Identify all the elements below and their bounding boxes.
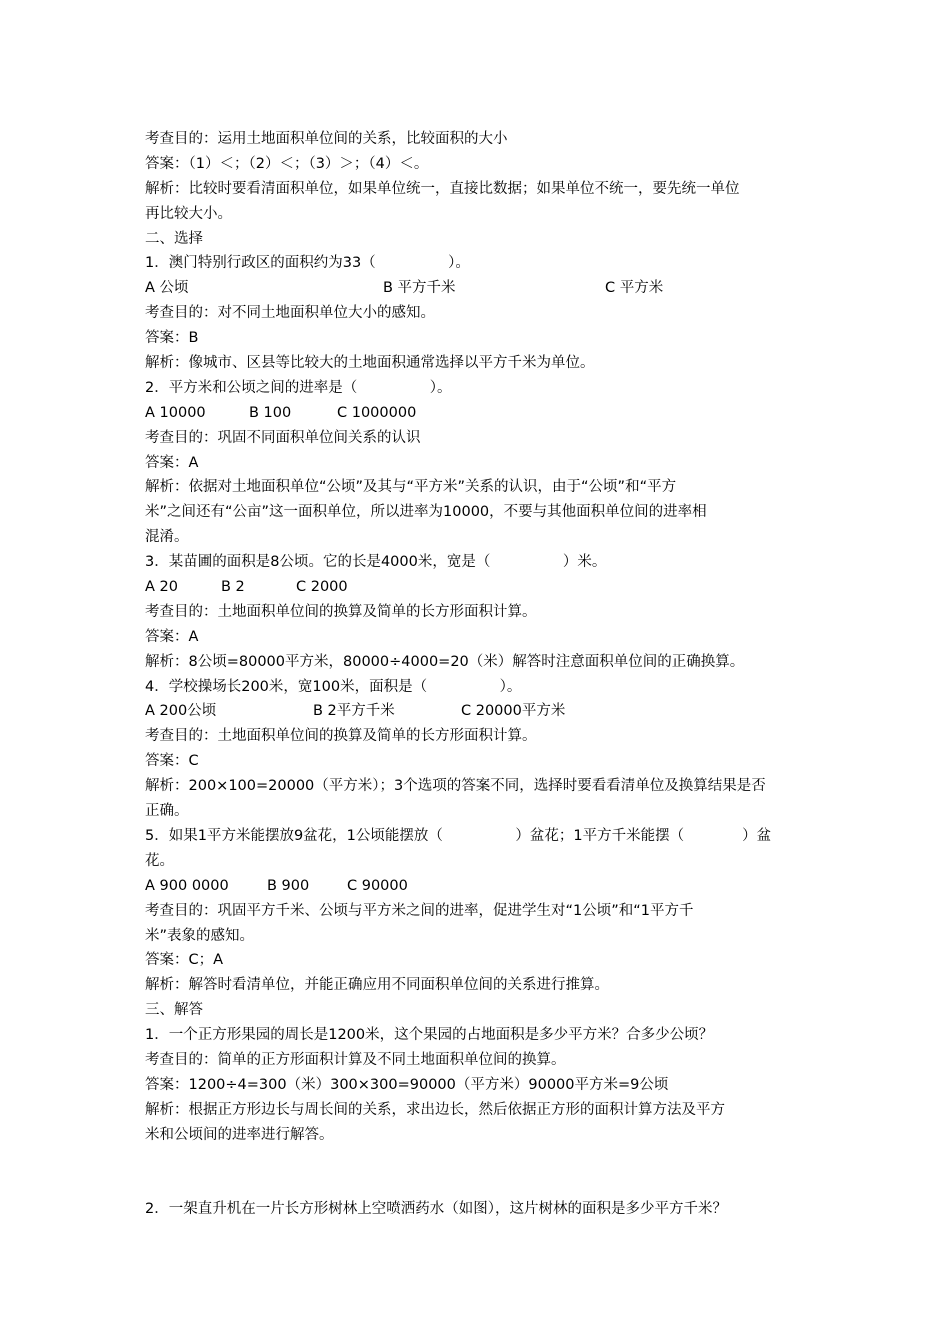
text-line: 考查目的：简单的正方形面积计算及不同土地面积单位间的换算。 [145, 1051, 566, 1068]
section-heading: 二、选择 [145, 230, 203, 247]
text-line: 解析：200×100=20000（平方米）；3个选项的答案不同，选择时要看看清单位及换算结果是否 [145, 778, 766, 795]
option-a: A 200公顷 [145, 703, 217, 720]
question-3: 3．某苗圃的面积是8公顷。它的长是4000米，宽是（ ）米。 [145, 554, 607, 571]
question-2-options [145, 401, 809, 426]
question-2: 2．平方米和公顷之间的进率是（ ）。 [145, 379, 452, 396]
text-line: 解析：依据对土地面积单位“公顷”及其与“平方米”关系的认识，由于“公顷”和“平方 [145, 479, 677, 496]
option-c: C 2000 [296, 579, 348, 596]
question-3-options [145, 575, 809, 600]
question-4-options [145, 699, 809, 724]
text-line: 答案：A [145, 454, 199, 471]
text-line: 花。 [145, 852, 174, 869]
text-line: 考查目的：巩固不同面积单位间关系的认识 [145, 429, 421, 446]
text-line: 正确。 [145, 803, 189, 820]
question-5: 5．如果1平方米能摆放9盆花，1公顷能摆放（ ）盆花；1平方千米能摆（ ）盆 [145, 827, 772, 844]
text-line: 考查目的：巩固平方千米、公顷与平方米之间的进率，促进学生对“1公顷”和“1平方千 [145, 902, 694, 919]
text-line: 答案：A [145, 628, 199, 645]
option-c: C 平方米 [605, 280, 664, 297]
option-a: A 公顷 [145, 280, 189, 297]
text-line: 解析：比较时要看清面积单位，如果单位统一，直接比数据；如果单位不统一，要先统一单位 [145, 180, 740, 197]
text-line: 答案：1200÷4=300（米）300×300=90000（平方米）90000平方米=9公顷 [145, 1076, 669, 1093]
text-line: 混淆。 [145, 529, 189, 546]
option-b: B 2平方千米 [313, 703, 395, 720]
text-line: 答案：C [145, 753, 199, 770]
option-b: B 100 [249, 404, 292, 421]
text-line: 解析：解答时看清单位，并能正确应用不同面积单位间的关系进行推算。 [145, 977, 609, 994]
text-line: 米”之间还有“公亩”这一面积单位，所以进率为10000，不要与其他面积单位间的进率相 [145, 504, 707, 521]
section-heading: 三、解答 [145, 1002, 203, 1019]
document-body [145, 127, 809, 1222]
question-1: 1．一个正方形果园的周长是1200米，这个果园的占地面积是多少平方米？合多少公顷？ [145, 1027, 714, 1044]
text-line: 解析：根据正方形边长与周长间的关系，求出边长，然后依据正方形的面积计算方法及平方 [145, 1101, 725, 1118]
question-1-options [145, 276, 809, 301]
option-c: C 20000平方米 [461, 703, 566, 720]
blank-space [145, 1148, 809, 1198]
question-1: 1．澳门特别行政区的面积约为33（ ）。 [145, 255, 470, 272]
text-line: 考查目的：土地面积单位间的换算及简单的长方形面积计算。 [145, 603, 537, 620]
question-4: 4．学校操场长200米，宽100米，面积是（ ）。 [145, 678, 522, 695]
text-line: 米”表象的感知。 [145, 927, 255, 944]
text-line: 解析：8公顷=80000平方米，80000÷4000=20（米）解答时注意面积单位间的正确换算。 [145, 653, 745, 670]
text-line: 考查目的：运用土地面积单位间的关系，比较面积的大小 [145, 131, 508, 147]
text-line: 答案：C；A [145, 952, 224, 969]
option-c: C 1000000 [337, 404, 417, 421]
text-line: 考查目的：对不同土地面积单位大小的感知。 [145, 305, 435, 322]
question-2: 2．一架直升机在一片长方形树林上空喷洒药水（如图），这片树林的面积是多少平方千米？ [145, 1201, 727, 1218]
option-a: A 10000 [145, 404, 206, 421]
question-5-options [145, 874, 809, 899]
option-b: B 900 [267, 877, 310, 894]
text-line: 考查目的：土地面积单位间的换算及简单的长方形面积计算。 [145, 728, 537, 745]
text-line: 答案：B [145, 330, 199, 347]
option-a: A 20 [145, 579, 178, 596]
text-line: 米和公顷间的进率进行解答。 [145, 1126, 334, 1143]
text-line: 解析：像城市、区县等比较大的土地面积通常选择以平方千米为单位。 [145, 355, 595, 372]
option-c: C 90000 [347, 877, 408, 894]
option-b: B 2 [221, 579, 245, 596]
option-a: A 900 0000 [145, 877, 229, 894]
text-line: 再比较大小。 [145, 205, 232, 222]
option-b: B 平方千米 [383, 280, 456, 297]
text-line: 答案：（1）＜；（2）＜；（3）＞；（4）＜。 [145, 155, 429, 172]
